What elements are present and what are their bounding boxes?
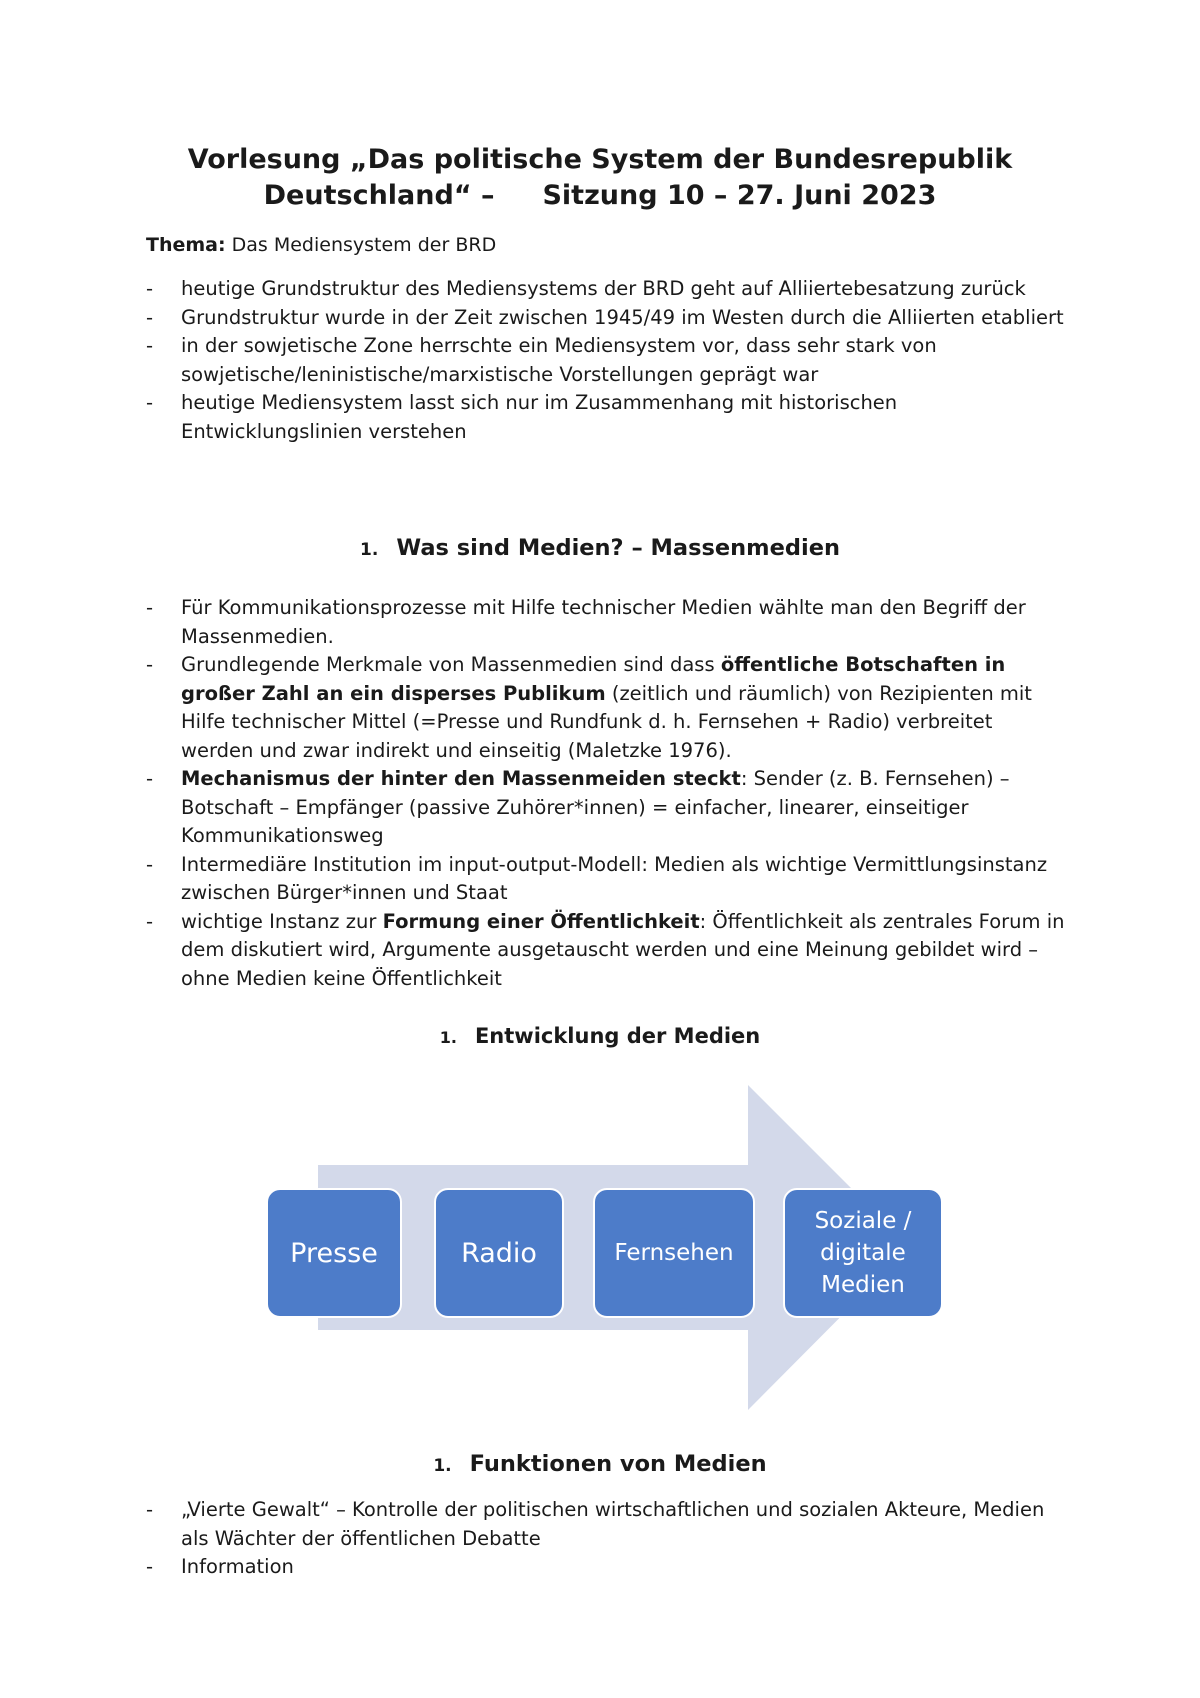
- document-title-line2: Deutschland“ – Sitzung 10 – 27. Juni 2023: [263, 180, 937, 211]
- funktionen-list: [146, 1496, 1066, 1582]
- section-heading-funktionen: 1. Funktionen von Medien: [433, 1451, 767, 1477]
- topic-line: [146, 232, 496, 258]
- diagram-box-radio: Radio: [434, 1188, 564, 1318]
- list-item: - Für Kommunikationsprozesse mit Hilfe technischer Medien wählte man den Begriff der Massenmedien.: [146, 596, 1026, 648]
- intro-list: [146, 275, 1066, 446]
- list-item: - „Vierte Gewalt“ – Kontrolle der politischen wirtschaftlichen und sozialen Akteure, Medien als Wächter der öffentlichen Debatte: [146, 1498, 1045, 1550]
- massenmedien-list: [146, 594, 1066, 993]
- list-item: - wichtige Instanz zur Formung einer Öffentlichkeit: Öffentlichkeit als zentrales Forum in dem diskutiert wird, Argumente ausgetauscht werden und eine Meinung gebildet wird – ohne Medien keine Öffentlichkeit: [146, 909, 1065, 990]
- list-item: - in der sowjetische Zone herrschte ein Mediensystem vor, dass sehr stark von sowjetische/leninistische/marxistische Vorstellungen geprägt war: [146, 334, 937, 386]
- topic-label: Thema:: [146, 234, 226, 256]
- list-item: - Mechanismus der hinter den Massenmeiden steckt: Sender (z. B. Fernsehen) – Botschaft – Empfänger (passive Zuhörer*innen) = einfacher, linearer, einseitiger Kommunikationsweg: [146, 767, 1010, 847]
- section-heading-entwicklung: 1. Entwicklung der Medien: [439, 1024, 761, 1048]
- list-item: - heutige Mediensystem lasst sich nur im Zusammenhang mit historischen Entwicklungslinien verstehen: [146, 391, 898, 443]
- list-item: - heutige Grundstruktur des Mediensystems der BRD geht auf Alliiertebesatzung zurück: [146, 277, 1026, 300]
- list-item: - Grundstruktur wurde in der Zeit zwischen 1945/49 im Westen durch die Alliierten etabliert: [146, 305, 1064, 329]
- list-item: - Intermediäre Institution im input-output-Modell: Medien als wichtige Vermittlungsinstanz zwischen Bürger*innen und Staat: [146, 852, 1048, 904]
- diagram-box-presse: Presse: [266, 1188, 402, 1318]
- media-development-diagram: [260, 1085, 980, 1410]
- list-item: - Information: [146, 1555, 294, 1578]
- section-heading-massenmedien: 1. Was sind Medien? – Massenmedien: [360, 535, 840, 561]
- list-item: - Grundlegende Merkmale von Massenmedien sind dass öffentliche Botschaften in großer Zahl an ein disperses Publikum (zeitlich und räumlich) von Rezipienten mit Hilfe technischer Mittel (=Presse und Rundfunk d. h. Fernsehen + Radio) verbreitet werden und zwar indirekt und einseitig (Maletzke 1976).: [146, 653, 1032, 762]
- topic-text: Das Mediensystem der BRD: [225, 234, 497, 256]
- diagram-box-soziale-medien: Soziale / digitale Medien: [783, 1188, 943, 1318]
- document-title-line1: Vorlesung „Das politische System der Bundesrepublik: [187, 144, 1013, 175]
- diagram-box-fernsehen: Fernsehen: [593, 1188, 755, 1318]
